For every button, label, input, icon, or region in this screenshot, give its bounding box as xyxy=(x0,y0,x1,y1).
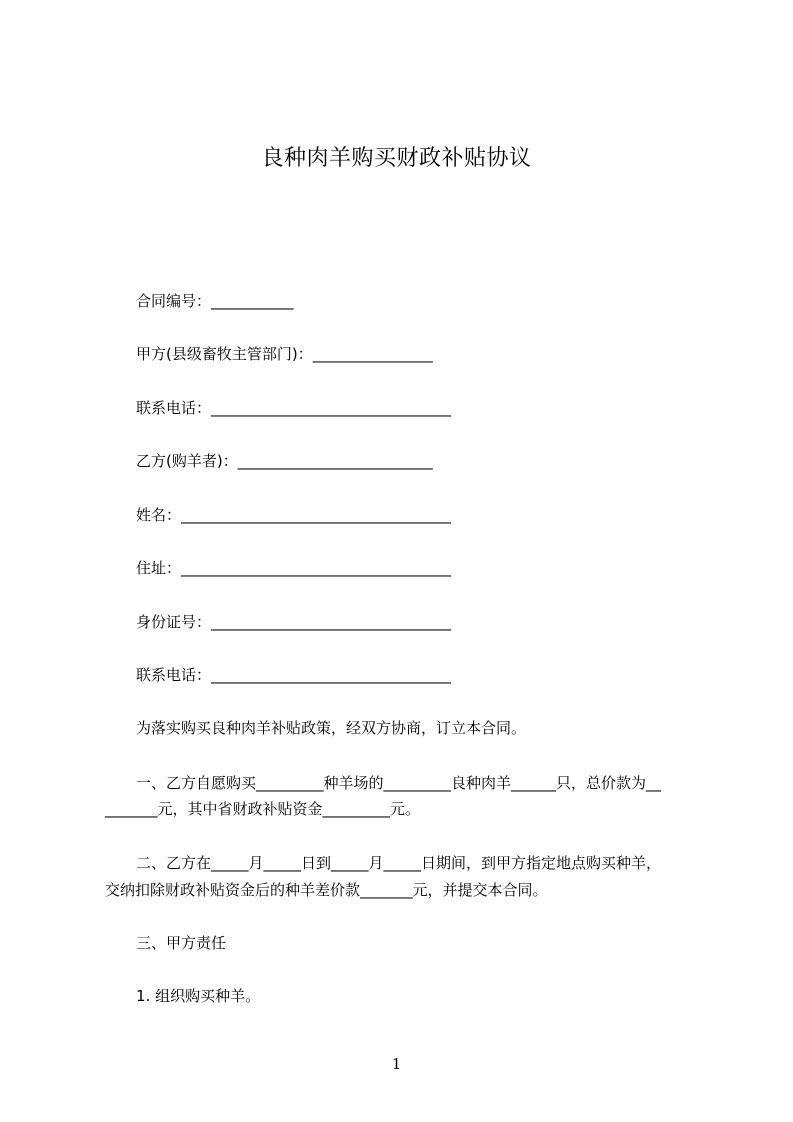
page-number: 1 xyxy=(391,1055,402,1073)
address-field: 住址：____________________________________ xyxy=(136,559,452,577)
name-field: 姓名：____________________________________ xyxy=(136,506,452,524)
clause-1-line-1: 一、乙方自愿购买_________种羊场的_________良种肉羊______只，总价款为__ xyxy=(136,774,662,792)
party-a-field: 甲方(县级畜牧主管部门)：________________ xyxy=(136,345,433,363)
party-b-field: 乙方(购羊者)：__________________________ xyxy=(136,452,433,470)
clause-3-item-1: 1. 组织购买种羊。 xyxy=(136,987,261,1005)
intro-paragraph: 为落实购买良种肉羊补贴政策，经双方协商，订立本合同。 xyxy=(136,719,527,737)
clause-2-line-1: 二、乙方在_____月_____日到_____月_____日期间，到甲方指定地点购买种羊， xyxy=(136,854,662,872)
clause-2-line-2: 交纳扣除财政补贴资金后的种羊差价款_______元，并提交本合同。 xyxy=(105,881,548,899)
party-a-phone-field: 联系电话：________________________________ xyxy=(136,399,452,417)
party-b-phone-field: 联系电话：________________________________ xyxy=(136,666,452,684)
clause-1-line-2: _______元，其中省财政补贴资金_________元。 xyxy=(105,800,421,818)
id-number-field: 身份证号：________________________________ xyxy=(136,613,452,631)
document-title: 良种肉羊购买财政补贴协议 xyxy=(261,146,532,171)
clause-3-heading: 三、甲方责任 xyxy=(136,934,227,952)
contract-number-field: 合同编号：___________ xyxy=(136,292,294,310)
